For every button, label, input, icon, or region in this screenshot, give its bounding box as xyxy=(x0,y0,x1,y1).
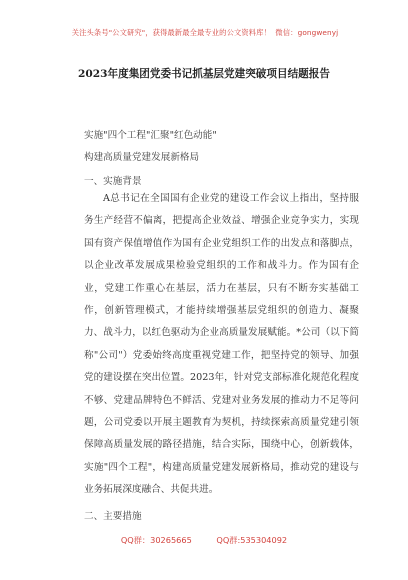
promo-banner xyxy=(0,28,408,38)
footer-qq-group-1: QQ群：30265665 xyxy=(120,535,192,545)
document-subtitle-line1: 实施"四个工程"汇聚"红色动能" xyxy=(84,130,217,141)
footer-contact xyxy=(0,535,408,546)
section-heading-measures: 二、主要措施 xyxy=(84,511,142,522)
section-body-background: A总书记在全国国有企业党的建设工作会议上指出，坚持服务生产经营不偏离，把提高企业效益、增强企业竞争实力，实现国有资产保值增值作为国有企业党组织工作的出发点和落脚点，以企业改革发展成果检验党组织的工作和战斗力。作为国有企业，党建工作重心在基层，活力在基层，只有不断夯实基础工作，创新管理模式，才能持续增强基层党组织的创造力、凝聚力、战斗力，以红色驱动为企业高质量发展赋能。*公司（以下简称"公司"）党委始终高度重视党建工作，把坚持党的领导、加强党的建设摆在突出位置。2023年，针对党支部标准化规范化程度不够、党建品牌特色不鲜活、党建对业务发展的推动力不足等问题，公司党委以开展主题教育为契机，持续探索高质量党建引领保障高质量发展的路径措施，结合实际，围绕中心，创新载体，实施"四个工程"，构建高质量党建发展新格局，推动党的建设与业务拓展深度融合、共促共进。 xyxy=(84,193,359,496)
promo-banner-text: 关注头条号"公文研究"，获得最新最全最专业的公文资料库！ xyxy=(71,28,271,37)
promo-banner-wechat: 微信：gongwenyj xyxy=(275,28,339,37)
section-heading-background: 一、实施背景 xyxy=(84,176,142,187)
document-title: 2023年度集团党委书记抓基层党建突破项目结题报告 xyxy=(78,68,330,80)
document-subtitle-line2: 构建高质量党建发展新格局 xyxy=(84,152,200,163)
footer-qq-group-2: QQ群:535304092 xyxy=(216,535,288,545)
